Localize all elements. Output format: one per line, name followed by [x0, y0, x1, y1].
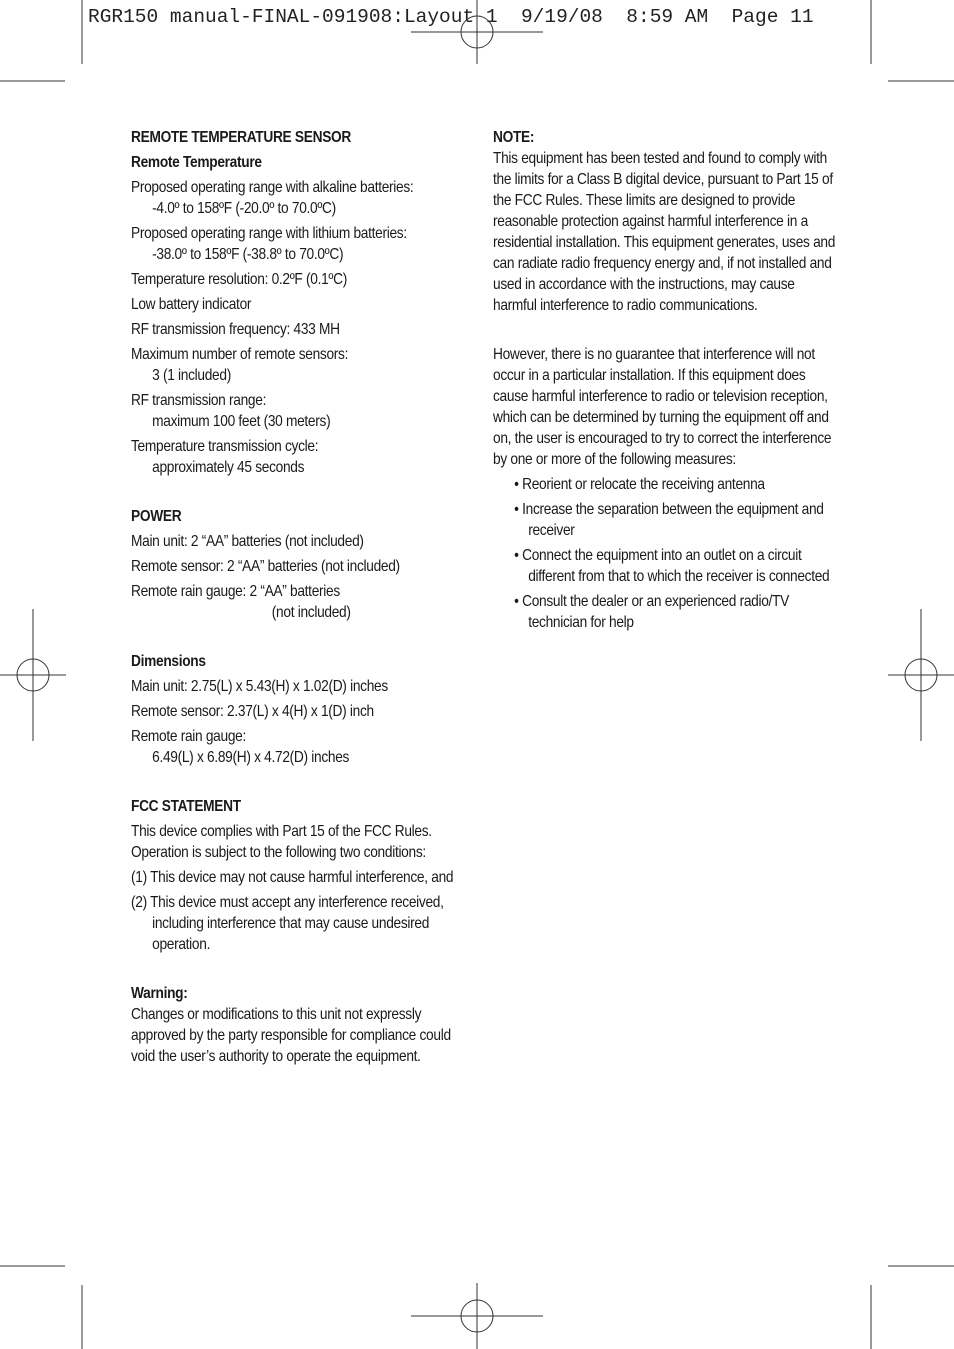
spec-label: RF transmission range: [131, 392, 267, 409]
spec-value: approximately 45 seconds [152, 459, 305, 476]
list-item: (2) This device must accept any interference received, including interference that may cause undesired operation. [131, 894, 444, 953]
spec-line: Remote sensor: 2 “AA” batteries (not included) [131, 558, 400, 575]
section-heading: Warning: [131, 985, 188, 1002]
section-heading: Dimensions [131, 653, 206, 670]
remote-sensor-section [131, 127, 458, 478]
spec-label: Maximum number of remote sensors: [131, 346, 349, 363]
note-section [493, 127, 836, 316]
spec-line: Main unit: 2 “AA” batteries (not included) [131, 533, 364, 550]
paragraph: Changes or modifications to this unit not expressly approved by the party responsible for compliance could void the user’s authority to operate the equipment. [131, 1006, 451, 1065]
section-heading: NOTE: [493, 129, 535, 146]
guarantee-section [493, 344, 836, 633]
paragraph: This device complies with Part 15 of the FCC Rules. Operation is subject to the following two conditions: [131, 823, 432, 861]
spec-label: Remote rain gauge: [131, 728, 246, 745]
list-item: (1) This device may not cause harmful interference, and [131, 869, 454, 886]
section-heading: POWER [131, 508, 182, 525]
list-item: • Connect the equipment into an outlet on a circuit different from that to which the receiver is connected [514, 547, 830, 585]
registration-mark-left [0, 609, 66, 741]
subheading: Remote Temperature [131, 154, 262, 171]
registration-mark-top [411, 0, 543, 64]
warning-section [131, 983, 458, 1067]
spec-value: -4.0º to 158ºF (-20.0º to 70.0ºC) [152, 200, 336, 217]
spec-value: -38.0º to 158ºF (-38.8º to 70.0ºC) [152, 246, 344, 263]
registration-mark-bottom [411, 1283, 543, 1349]
spec-line: RF transmission frequency: 433 MH [131, 321, 340, 338]
dimensions-section [131, 651, 458, 768]
spec-label: Proposed operating range with alkaline batteries: [131, 179, 414, 196]
spec-value: (not included) [271, 604, 351, 621]
spec-line: Remote rain gauge: 2 “AA” batteries [131, 583, 340, 600]
spec-line: Remote sensor: 2.37(L) x 4(H) x 1(D) inch [131, 703, 374, 720]
list-item: • Increase the separation between the equipment and receiver [514, 501, 824, 539]
spec-line: Low battery indicator [131, 296, 252, 313]
spec-line: Temperature resolution: 0.2ºF (0.1ºC) [131, 271, 347, 288]
spec-value: maximum 100 feet (30 meters) [152, 413, 331, 430]
left-column [131, 127, 458, 1067]
power-section [131, 506, 458, 623]
section-heading: FCC STATEMENT [131, 798, 241, 815]
spec-label: Proposed operating range with lithium batteries: [131, 225, 407, 242]
right-column [493, 127, 836, 633]
registration-mark-right [888, 609, 954, 741]
paragraph: However, there is no guarantee that interference will not occur in a particular installation. If this equipment does cause harmful interference to radio or television reception, which can be determined by turning the equipment off and on, the user is encouraged to try to correct the interference by one or more of the following measures: [493, 346, 832, 468]
spec-value: 6.49(L) x 6.89(H) x 4.72(D) inches [152, 749, 350, 766]
print-slug: RGR150 manual-FINAL-091908:Layout 1 9/19/08 8:59 AM Page 11 [88, 6, 814, 28]
list-item: • Consult the dealer or an experienced radio/TV technician for help [514, 593, 789, 631]
spec-value: 3 (1 included) [152, 367, 231, 384]
section-heading: REMOTE TEMPERATURE SENSOR [131, 129, 352, 146]
spec-label: Temperature transmission cycle: [131, 438, 319, 455]
paragraph: This equipment has been tested and found to comply with the limits for a Class B digital device, pursuant to Part 15 of the FCC Rules. These limits are designed to provide reasonable protection against harmful interference in a residential installation. This equipment generates, uses and can radiate radio frequency energy and, if not installed and used in accordance with the instructions, may cause harmful interference to radio communications. [493, 150, 836, 314]
list-item: • Reorient or relocate the receiving antenna [514, 476, 765, 493]
spec-line: Main unit: 2.75(L) x 5.43(H) x 1.02(D) inches [131, 678, 388, 695]
fcc-statement-section [131, 796, 458, 955]
